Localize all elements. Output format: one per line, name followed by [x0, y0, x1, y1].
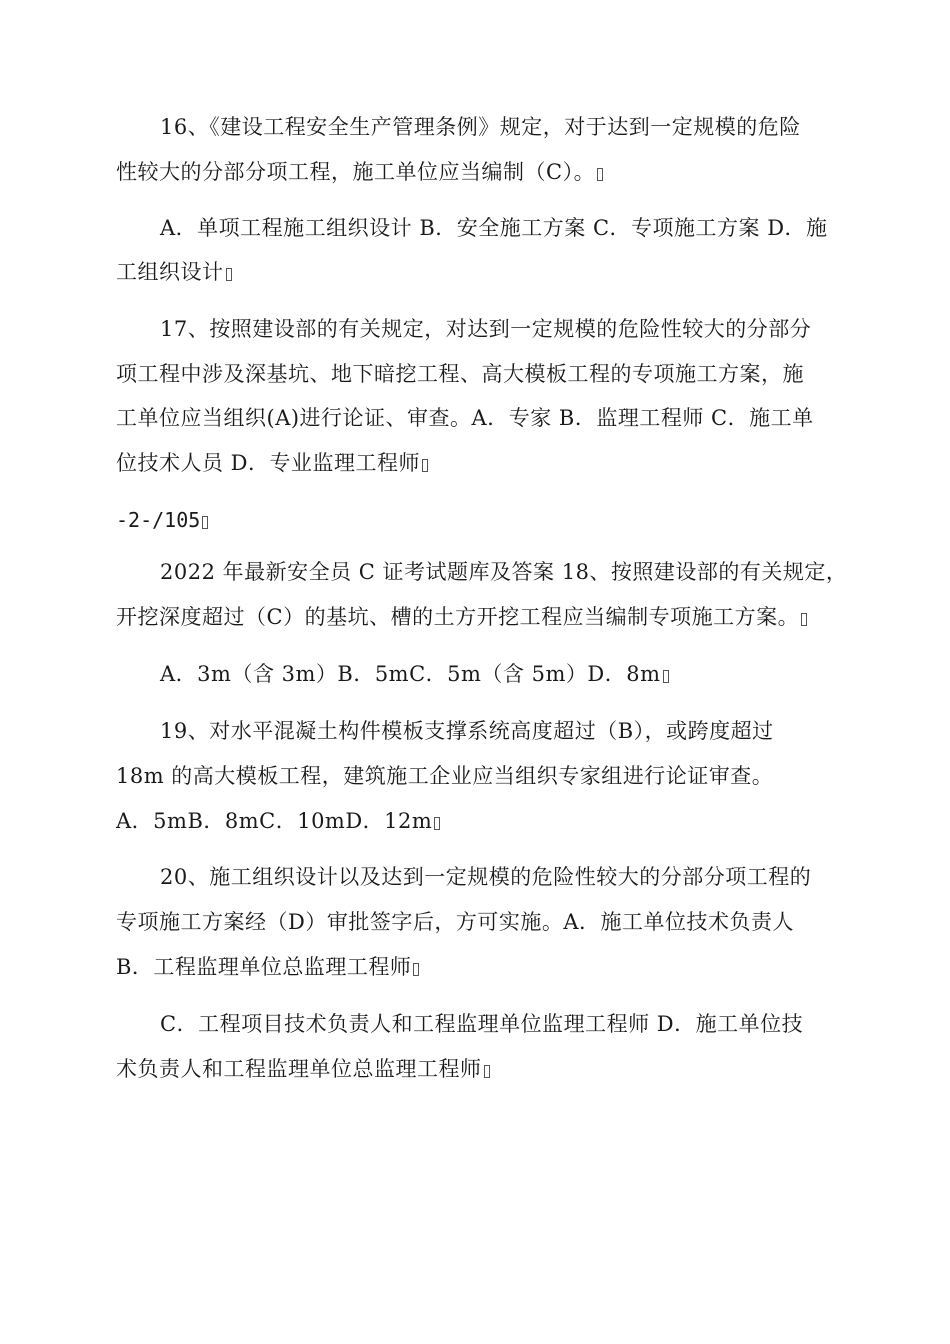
- question-19-line-2: 18m 的高大模板工程，建筑施工企业应当组织专家组进行论证审查。: [116, 764, 774, 788]
- paragraph-mark-icon: [434, 817, 440, 830]
- question-17-line-2: 项工程中涉及深基坑、地下暗挖工程、高大模板工程的专项施工方案，施: [116, 362, 804, 386]
- question-16-options-line-1: A．单项工程施工组织设计 B．安全施工方案 C．专项施工方案 D．施: [160, 216, 828, 240]
- question-18-options: A．3m（含 3m）B．5mC．5m（含 5m）D．8m: [160, 660, 669, 688]
- question-20-line-3: B．工程监理单位总监理工程师: [116, 953, 419, 981]
- question-16-line-2: 性较大的分部分项工程，施工单位应当编制（C）。: [116, 158, 603, 186]
- question-16-line-1: 16、《建设工程安全生产管理条例》规定，对于达到一定规模的危险: [160, 115, 801, 139]
- paragraph-mark-icon: [484, 1065, 490, 1078]
- page-number: -2-/105: [116, 506, 208, 534]
- question-17-line-1: 17、按照建设部的有关规定，对达到一定规模的危险性较大的分部分: [160, 317, 812, 341]
- question-19-options: A．5mB．8mC．10mD．12m: [116, 807, 440, 835]
- question-20-line-2: 专项施工方案经（D）审批签字后，方可实施。A．施工单位技术负责人: [116, 910, 794, 934]
- question-17-line-3: 工单位应当组织(A)进行论证、审查。A．专家 B．监理工程师 C．施工单: [116, 406, 814, 430]
- question-16-options-line-2: 工组织设计: [116, 258, 232, 286]
- paragraph-mark-icon: [202, 516, 208, 529]
- question-17-line-4: 位技术人员 D．专业监理工程师: [116, 449, 428, 477]
- paragraph-mark-icon: [413, 963, 419, 976]
- paragraph-mark-icon: [663, 670, 669, 683]
- question-20-options-line-2: 术负责人和工程监理单位总监理工程师: [116, 1055, 490, 1083]
- question-18-line-1: 2022 年最新安全员 C 证考试题库及答案 18、按照建设部的有关规定，: [160, 560, 848, 584]
- question-20-line-1: 20、施工组织设计以及达到一定规模的危险性较大的分部分项工程的: [160, 865, 812, 889]
- paragraph-mark-icon: [422, 459, 428, 472]
- question-18-line-2: 开挖深度超过（C）的基坑、槽的土方开挖工程应当编制专项施工方案。: [116, 603, 807, 631]
- question-20-options-line-1: C．工程项目技术负责人和工程监理单位监理工程师 D．施工单位技: [160, 1012, 804, 1036]
- paragraph-mark-icon: [597, 168, 603, 181]
- question-19-line-1: 19、对水平混凝土构件模板支撑系统高度超过（B），或跨度超过: [160, 719, 774, 743]
- paragraph-mark-icon: [226, 268, 232, 281]
- paragraph-mark-icon: [801, 613, 807, 626]
